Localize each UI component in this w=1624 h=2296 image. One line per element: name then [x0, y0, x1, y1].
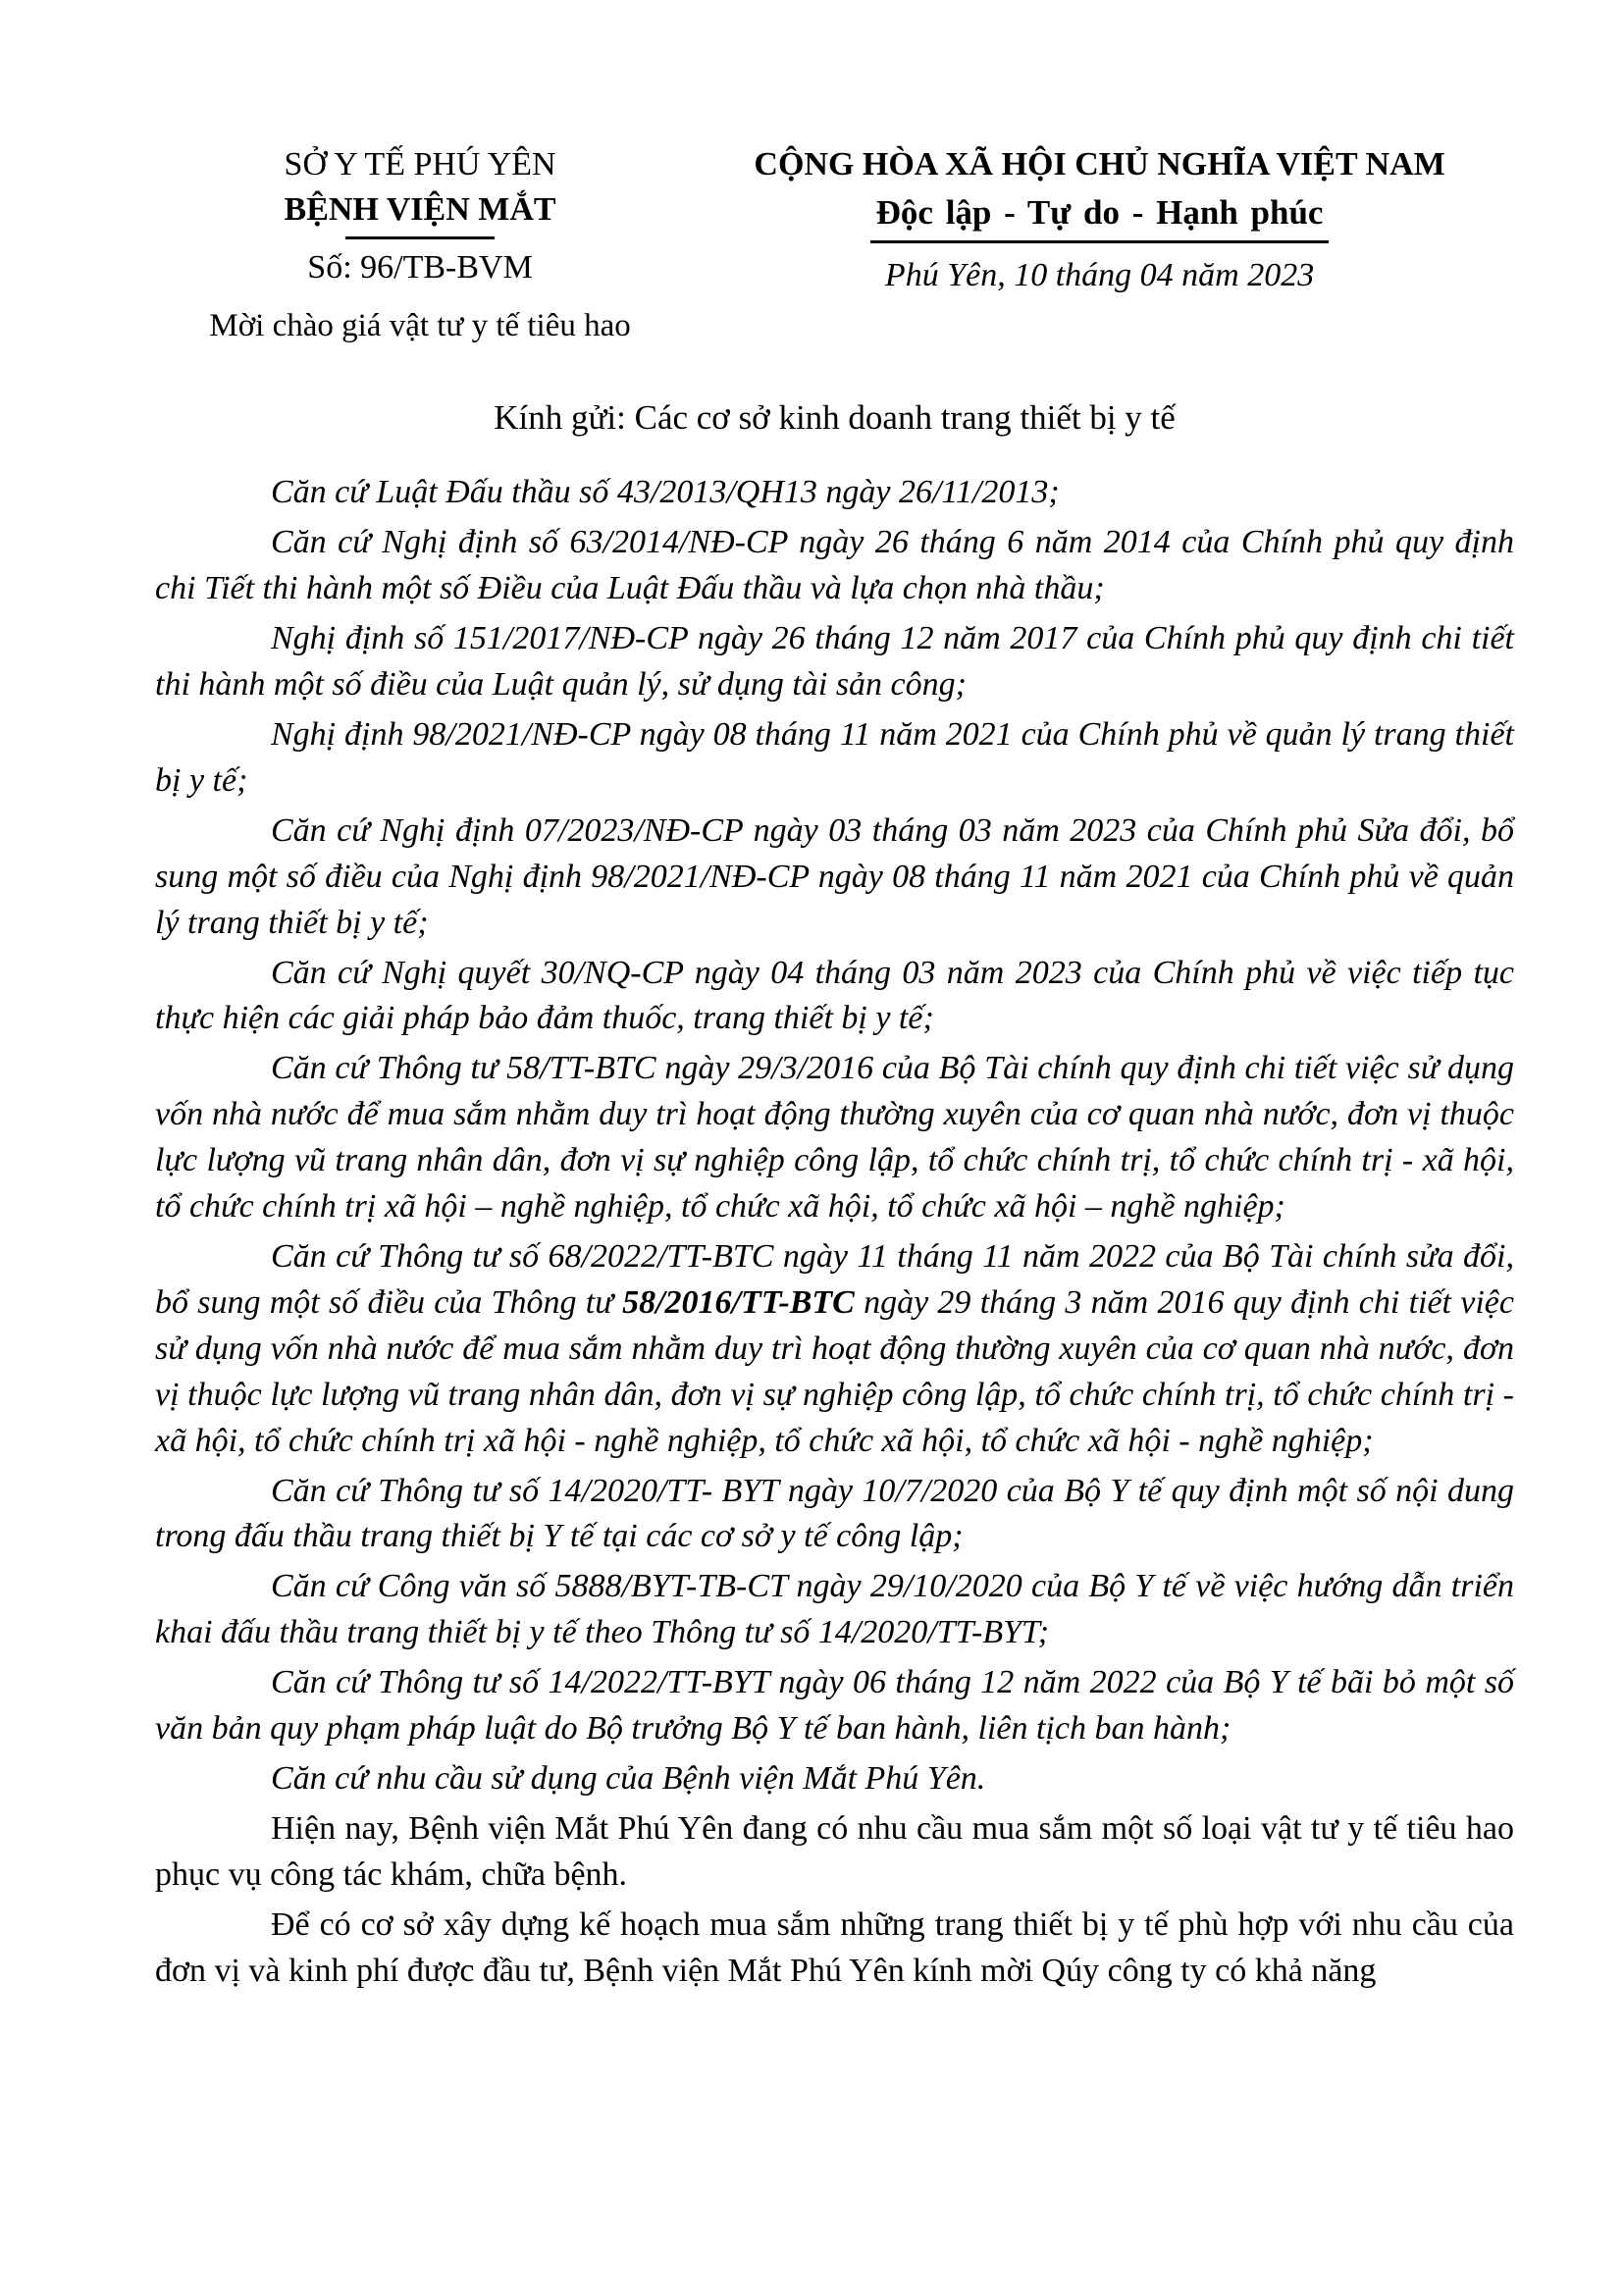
- body-paragraph: [155, 1660, 1514, 1752]
- text-run: Căn cứ Thông tư số 68/2022/TT-BTC ngày 11 tháng 11 năm 2022 của Bộ Tài chính sửa đổi, bổ sung một số điều của Thông tư: [155, 1237, 1514, 1321]
- text-run: Căn cứ Thông tư số 14/2020/TT- BYT ngày 10/7/2020 của Bộ Y tế quy định một số nội dung trong đấu thầu trang thiết bị Y tế tại các cơ sở y tế công lập;: [155, 1472, 1514, 1555]
- text-run: ngày 29 tháng 3 năm 2016 quy định chi tiết việc sử dụng vốn nhà nước để mua sắm nhằm duy trì hoạt động thường xuyên của cơ quan nhà nước, đơn vị thuộc lực lượng vũ trang nhân dân, đơn vị sự nghiệp công lập, tổ chức chính trị, tổ chức chính trị - xã hội, tổ chức chính trị xã hội - nghề nghiệp, tổ chức xã hội, tổ chức xã hội - nghề nghiệp;: [155, 1283, 1514, 1459]
- text-run: Nghị định số 151/2017/NĐ-CP ngày 26 tháng 12 năm 2017 của Chính phủ quy định chi tiết thi hành một số điều của Luật quản lý, sử dụng tài sản công;: [155, 620, 1514, 704]
- text-run: Căn cứ Luật Đấu thầu số 43/2013/QH13 ngày 26/11/2013;: [271, 474, 1060, 511]
- text-run: Căn cứ Nghị định số 63/2014/NĐ-CP ngày 26 tháng 6 năm 2014 của Chính phủ quy định chi Tiết thi hành một số Điều của Luật Đấu thầu và lựa chọn nhà thầu;: [155, 524, 1514, 607]
- place-and-date: Phú Yên, 10 tháng 04 năm 2023: [884, 257, 1315, 294]
- doc-subject: Mời chào giá vật tư y tế tiêu hao: [209, 307, 631, 343]
- issuing-org-block: [155, 142, 685, 347]
- document-header: [155, 142, 1514, 347]
- text-run: Căn cứ Thông tư 58/TT-BTC ngày 29/3/2016 của Bộ Tài chính quy định chi tiết việc sử dụng vốn nhà nước để mua sắm nhằm duy trì hoạt động thường xuyên của cơ quan nhà nước, đơn vị thuộc lực lượng vũ trang nhân dân, đơn vị sự nghiệp công lập, tổ chức chính trị, tổ chức chính trị - xã hội, tổ chức chính trị xã hội – nghề nghiệp, tổ chức xã hội, tổ chức xã hội – nghề nghiệp;: [155, 1050, 1514, 1226]
- document-body: [155, 470, 1514, 1994]
- body-paragraph: [155, 951, 1514, 1043]
- bold-text-run: 58/2016/TT-BTC: [622, 1283, 855, 1321]
- org-name: BỆNH VIỆN MẮT: [284, 190, 556, 228]
- body-paragraph: [155, 470, 1514, 516]
- text-run: Căn cứ nhu cầu sử dụng của Bệnh viện Mắt Phú Yên.: [271, 1759, 986, 1797]
- text-run: Căn cứ Nghị quyết 30/NQ-CP ngày 04 tháng 03 năm 2023 của Chính phủ về việc tiếp tục thực hiện các giải pháp bảo đảm thuốc, trang thiết bị y tế;: [155, 954, 1514, 1037]
- parent-org-name: SỞ Y TẾ PHÚ YÊN: [284, 146, 556, 183]
- national-header-block: [685, 142, 1514, 298]
- country-title: CỘNG HÒA XÃ HỘI CHỦ NGHĨA VIỆT NAM: [754, 146, 1445, 183]
- national-motto: Độc lập - Tự do - Hạnh phúc: [870, 189, 1330, 243]
- text-run: Hiện nay, Bệnh viện Mắt Phú Yên đang có nhu cầu mua sắm một số loại vật tư y tế tiêu hao phục vụ công tác khám, chữa bệnh.: [155, 1809, 1514, 1893]
- body-paragraph: [155, 712, 1514, 805]
- body-paragraph: [155, 1469, 1514, 1561]
- body-paragraph: [155, 616, 1514, 708]
- doc-number: Số: 96/TB-BVM: [307, 248, 533, 286]
- body-paragraph: [155, 809, 1514, 947]
- body-paragraph: [155, 1806, 1514, 1899]
- body-paragraph: [155, 520, 1514, 612]
- org-divider-rule: [345, 236, 495, 239]
- body-paragraph: [155, 1564, 1514, 1656]
- body-paragraph: [155, 1903, 1514, 1995]
- text-run: Căn cứ Thông tư số 14/2022/TT-BYT ngày 06 tháng 12 năm 2022 của Bộ Y tế bãi bỏ một số văn bản quy phạm pháp luật do Bộ trưởng Bộ Y tế ban hành, liên tịch ban hành;: [155, 1664, 1514, 1748]
- salutation-line: Kính gửi: Các cơ sở kinh doanh trang thiết bị y tế: [494, 398, 1176, 438]
- body-paragraph: [155, 1756, 1514, 1802]
- text-run: Căn cứ Công văn số 5888/BYT-TB-CT ngày 29/10/2020 của Bộ Y tế về việc hướng dẫn triển khai đấu thầu trang thiết bị y tế theo Thông tư số 14/2020/TT-BYT;: [155, 1568, 1514, 1651]
- motto-wrap: [685, 189, 1514, 243]
- text-run: Căn cứ Nghị định 07/2023/NĐ-CP ngày 03 tháng 03 năm 2023 của Chính phủ Sửa đổi, bổ sung một số điều của Nghị định 98/2021/NĐ-CP ngày 08 tháng 11 năm 2021 của Chính phủ về quản lý trang thiết bị y tế;: [155, 811, 1514, 941]
- body-paragraph: [155, 1046, 1514, 1230]
- text-run: Để có cơ sở xây dựng kế hoạch mua sắm những trang thiết bị y tế phù hợp với nhu cầu của đơn vị và kinh phí được đầu tư, Bệnh viện Mắt Phú Yên kính mời Qúy công ty có khả năng: [155, 1905, 1514, 1989]
- text-run: Nghị định 98/2021/NĐ-CP ngày 08 tháng 11 năm 2021 của Chính phủ về quản lý trang thiết bị y tế;: [155, 716, 1514, 799]
- body-paragraph: [155, 1234, 1514, 1465]
